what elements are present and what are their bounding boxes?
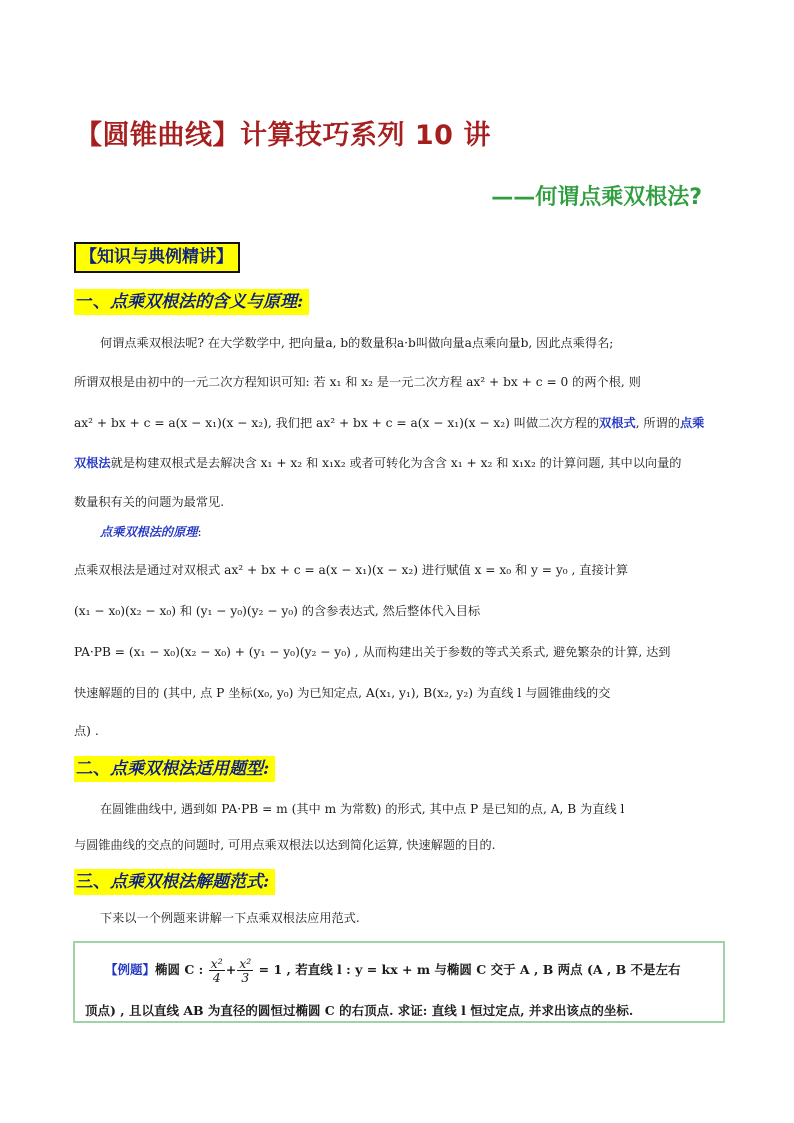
page-subtitle: ——何谓点乘双根法? — [491, 185, 702, 210]
example-box — [73, 941, 725, 1023]
example-line1 — [105, 957, 681, 984]
section-3-heading — [74, 869, 275, 895]
section-3-title: 点乘双根法解题范式: — [110, 872, 270, 892]
section-1-para1-line3 — [74, 416, 724, 430]
example-line2: 顶点) , 且以直线 AB 为直径的圆恒过椭圆 C 的右顶点. 求证: 直线 l 恒过定点, 并求出该点的坐标. — [85, 1003, 634, 1018]
page-title: 【圆锥曲线】计算技巧系列 10 讲 — [75, 120, 491, 151]
section-1-number: 一、 — [76, 292, 110, 312]
section-1-para2-line5: 点) . — [74, 724, 99, 738]
section-1-para1-line4 — [74, 456, 724, 470]
section-2-number: 二、 — [76, 759, 110, 779]
section-1-para2-line3: PA·PB = (x₁ − x₀)(x₂ − x₀) + (y₁ − y₀)(y₂ − y₀) , 从而构建出关于参数的等式关系式, 避免繁杂的计算, 达到 — [74, 645, 671, 659]
section-1-heading — [74, 289, 309, 315]
section-2-line2: 与圆锥曲线的交点的问题时, 可用点乘双根法以达到简化运算, 快速解题的目的. — [74, 838, 496, 852]
example-tag: 【例题】 — [105, 962, 156, 977]
example-ellipse-label: 椭圆 C : — [155, 962, 204, 977]
principle-heading-text: 点乘双根法的原理 — [100, 525, 198, 539]
plus-sign: + — [225, 962, 237, 977]
section-1-para2-line1: 点乘双根法是通过对双根式 ax² + bx + c = a(x − x₁)(x − x₂) 进行赋值 x = x₀ 和 y = y₀ , 直接计算 — [74, 563, 629, 577]
fraction-x2-over-3: $\frac{\text{x²}}{3}$ — [239, 956, 252, 985]
principle-heading — [100, 525, 750, 539]
para1-line3-text: ax² + bx + c = a(x − x₁)(x − x₂), 我们把 ax² + bx + c = a(x − x₁)(x − x₂) 叫做二次方程的 — [74, 416, 600, 430]
para1-line3-mid: , 所谓的 — [635, 416, 680, 430]
section-2-title: 点乘双根法适用题型: — [110, 759, 270, 779]
knowledge-heading: 【知识与典例精讲】 — [74, 242, 240, 273]
section-1-title: 点乘双根法的含义与原理: — [110, 292, 304, 312]
term-dot-product: 点乘 — [680, 416, 705, 430]
para1-line4-text: 就是构建双根式是去解决含 x₁ + x₂ 和 x₁x₂ 或者可转化为含含 x₁ + x₂ 和 x₁x₂ 的计算问题, 其中以向量的 — [110, 456, 682, 470]
term-double-root-form: 双根式 — [599, 416, 636, 430]
section-1-para1-line1: 何谓点乘双根法呢? 在大学数学中, 把向量a, b的数量积a·b叫做向量a点乘向量b, 因此点乘得名; — [100, 336, 614, 350]
section-1-para2-line4: 快速解题的目的 (其中, 点 P 坐标(x₀, y₀) 为已知定点, A(x₁, y₁), B(x₂, y₂) 为直线 l 与圆锥曲线的交 — [74, 686, 611, 700]
section-2-line1: 在圆锥曲线中, 遇到如 PA·PB = m (其中 m 为常数) 的形式, 其中点 P 是已知的点, A, B 为直线 l — [100, 802, 625, 816]
principle-colon: : — [197, 525, 202, 539]
section-1-para1-line5: 数量积有关的问题为最常见. — [74, 495, 225, 509]
section-1-para1-line2: 所谓双根是由初中的一元二次方程知识可知: 若 x₁ 和 x₂ 是一元二次方程 ax² + bx + c = 0 的两个根, 则 — [74, 375, 641, 389]
section-2-heading — [74, 756, 275, 782]
term-double-root-method: 双根法 — [74, 456, 111, 470]
section-3-number: 三、 — [76, 872, 110, 892]
example-line1-rest: = 1 , 若直线 l : y = kx + m 与椭圆 C 交于 A , B 两点 (A , B 不是左右 — [258, 962, 681, 977]
fraction-x2-over-4: $\frac{\text{x²}}{4}$ — [210, 956, 223, 985]
section-3-line1: 下来以一个例题来讲解一下点乘双根法应用范式. — [100, 911, 360, 925]
section-1-para2-line2: (x₁ − x₀)(x₂ − x₀) 和 (y₁ − y₀)(y₂ − y₀) 的含参表达式, 然后整体代入目标 — [74, 604, 481, 618]
